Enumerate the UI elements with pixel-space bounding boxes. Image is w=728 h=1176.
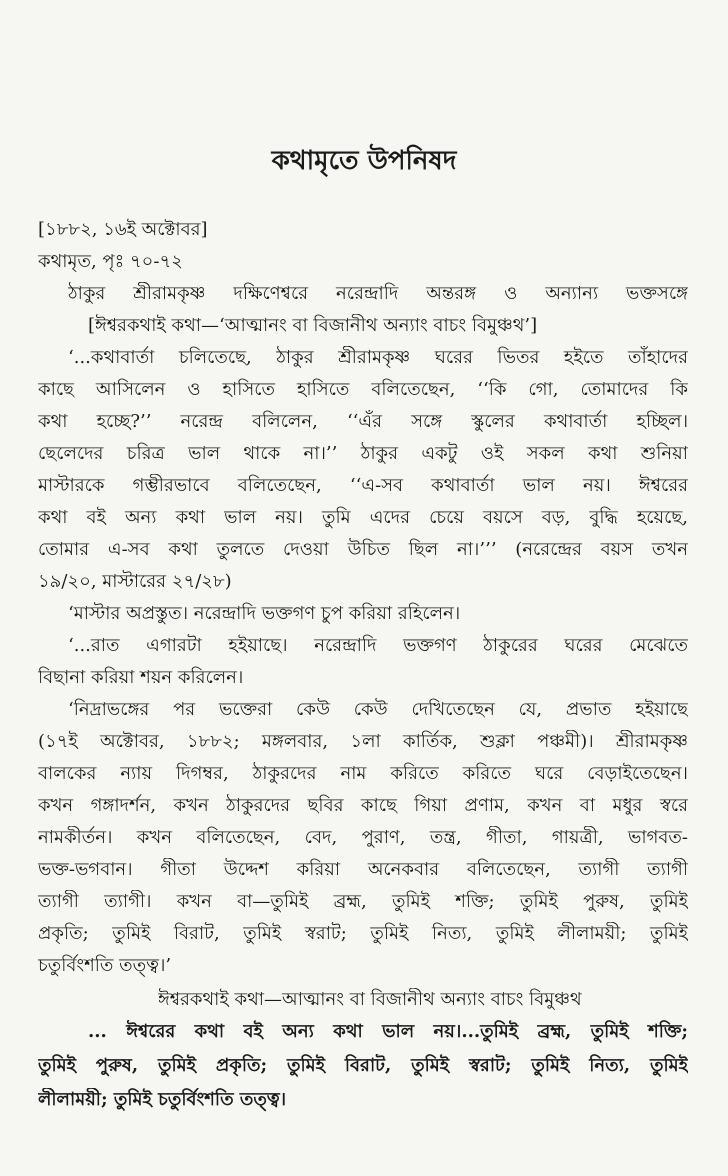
- text-line: বিছানা করিয়া শয়ন করিলেন।: [38, 667, 244, 688]
- text-line: ঠাকুর শ্রীরামকৃষ্ণ দক্ষিণেশ্বরে নরেন্দ্রাদি অন্তরঙ্গ ও অন্যান্য ভক্তসঙ্গে: [68, 283, 688, 304]
- text-line: নামকীর্তন। কখন বলিতেছেন, বেদ, পুরাণ, তন্ত্র, গীতা, গায়ত্রী, ভাগবত-: [38, 827, 688, 848]
- text-line: লীলাময়ী; তুমিই চতুর্বিংশতি তত্ত্ব।: [38, 1089, 287, 1110]
- text-line: তোমার এ-সব কথা তুলতে দেওয়া উচিত ছিল না।’’’ (নরেন্দ্রের বয়স তখন: [38, 539, 688, 560]
- text-line: তুমিই পুরুষ, তুমিই প্রকৃতি; তুমিই বিরাট, তুমিই স্বরাট; তুমিই নিত্য, তুমিই: [38, 1055, 688, 1076]
- text-line: ‘মাস্টার অপ্রস্তুত। নরেন্দ্রাদি ভক্তগণ চুপ করিয়া রহিলেন।: [68, 603, 461, 624]
- text-line: কথা হচ্ছে?’’ নরেন্দ্র বলিলেন, ‘‘এঁর সঙ্গে স্কুলের কথাবার্তা হচ্ছিল।: [38, 411, 688, 432]
- text-line: বালকের ন্যায় দিগম্বর, ঠাকুরদের নাম করিতে করিতে ঘরে বেড়াইতেছেন।: [38, 763, 688, 784]
- text-line: প্রকৃতি; তুমিই বিরাট, তুমিই স্বরাট; তুমিই নিত্য, তুমিই লীলাময়ী; তুমিই: [38, 923, 688, 944]
- text-line: ‘...রাত এগারটা হইয়াছে। নরেন্দ্রাদি ভক্তগণ ঠাকুরের ঘরের মেঝেতে: [68, 635, 688, 656]
- text-line: ... ঈশ্বরের কথা বই অন্য কথা ভাল নয়।...তুমিই ব্রহ্ম, তুমিই শক্তি;: [88, 1021, 688, 1042]
- page-title: কথামৃতে উপনিষদ: [271, 146, 457, 176]
- text-line: ‘নিদ্রাভঙ্গের পর ভক্তেরা কেউ কেউ দেখিতেছেন যে, প্রভাত হইয়াছে: [68, 699, 688, 720]
- text-line: ছেলেদের চরিত্র ভাল থাকে না।’’ ঠাকুর একটু ওই সকল কথা শুনিয়া: [38, 443, 688, 464]
- text-line: [ঈশ্বরকথাই কথা—‘আত্মানং বা বিজানীথ অন্যাং বাচং বিমুঞ্চথ’]: [88, 315, 538, 336]
- text-line: ত্যাগী ত্যাগী। কখন বা—তুমিই ব্রহ্ম, তুমিই শক্তি; তুমিই পুরুষ, তুমিই: [38, 891, 688, 912]
- text-line: কাছে আসিলেন ও হাসিতে হাসিতে বলিতেছেন, ‘‘কি গো, তোমাদের কি: [38, 379, 688, 400]
- text-line: [১৮৮২, ১৬ই অক্টোবর]: [38, 219, 208, 240]
- text-line: কথা বই অন্য কথা ভাল নয়। তুমি এদের চেয়ে বয়সে বড়, বুদ্ধি হয়েছে,: [38, 507, 688, 528]
- text-line: কথামৃত, পৃঃ ৭০-৭২: [38, 251, 183, 272]
- text-line: ভক্ত-ভগবান। গীতা উদ্দেশ করিয়া অনেকবার বলিতেছেন, ত্যাগী ত্যাগী: [38, 859, 688, 880]
- text-line: ঈশ্বরকথাই কথা—আত্মানং বা বিজানীথ অন্যাং বাচং বিমুঞ্চথ: [158, 989, 582, 1010]
- text-line: ‘...কথাবার্তা চলিতেছে, ঠাকুর শ্রীরামকৃষ্ণ ঘরের ভিতর হইতে তাঁহাদের: [68, 347, 688, 368]
- text-line: (১৭ই অক্টোবর, ১৮৮২; মঙ্গলবার, ১লা কার্তিক, শুক্লা পঞ্চমী)। শ্রীরামকৃষ্ণ: [38, 731, 688, 752]
- text-line: কখন গঙ্গাদর্শন, কখন ঠাকুরদের ছবির কাছে গিয়া প্রণাম, কখন বা মধুর স্বরে: [38, 795, 688, 816]
- text-line: চতুর্বিংশতি তত্ত্ব।’: [38, 955, 172, 976]
- text-line: ১৯/২০, মাস্টারের ২৭/২৮): [38, 571, 232, 592]
- text-line: মাস্টারকে গম্ভীরভাবে বলিতেছেন, ‘‘এ-সব কথাবার্তা ভাল নয়। ঈশ্বরের: [38, 475, 688, 496]
